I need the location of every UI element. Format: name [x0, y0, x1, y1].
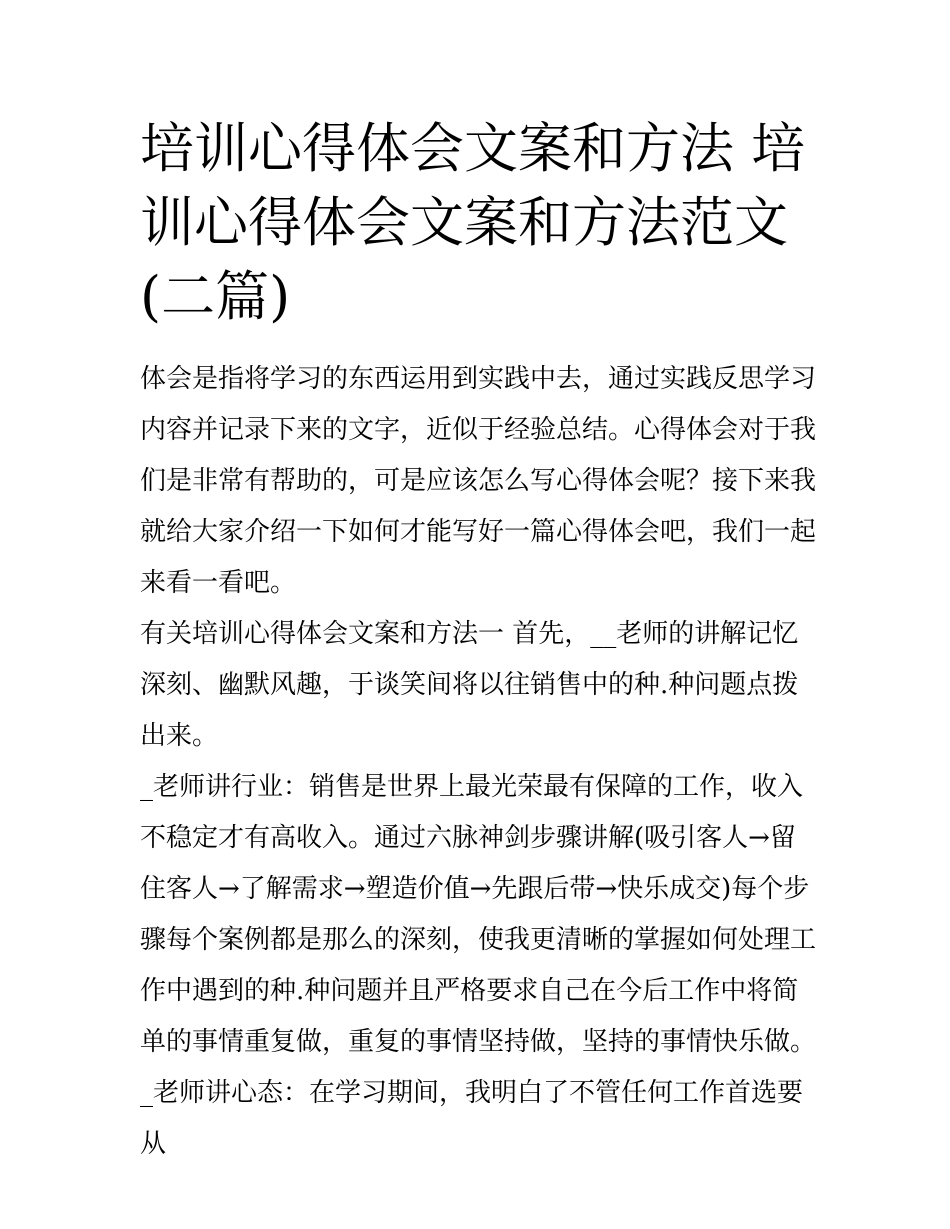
document-body: [140, 354, 820, 1170]
paragraph-intro: 体会是指将学习的东西运用到实践中去，通过实践反思学习内容并记录下来的文字，近似于经验总结。心得体会对于我们是非常有帮助的，可是应该怎么写心得体会呢？接下来我就给大家介绍一下如何才能写好一篇心得体会吧，我们一起来看一看吧。: [140, 364, 817, 598]
paragraph-industry: _老师讲行业：销售是世界上最光荣最有保障的工作，收入不稳定才有高收入。通过六脉神剑步骤讲解(吸引客人→留住客人→了解需求→塑造价值→先跟后带→快乐成交)每个步骤每个案例都是那么的深刻，使我更清晰的掌握如何处理工作中遇到的种.种问题并且严格要求自己在今后工作中将简单的事情重复做，重复的事情坚持做，坚持的事情快乐做。: [140, 772, 817, 1057]
paragraph-first-section: 有关培训心得体会文案和方法一 首先，__老师的讲解记忆深刻、幽默风趣，于谈笑间将以往销售中的种.种问题点拨出来。: [140, 619, 799, 751]
document-title: 培训心得体会文案和方法 培训心得体会文案和方法范文(二篇): [140, 117, 806, 328]
paragraph-mindset: _老师讲心态：在学习期间，我明白了不管任何工作首选要从: [140, 1078, 804, 1159]
